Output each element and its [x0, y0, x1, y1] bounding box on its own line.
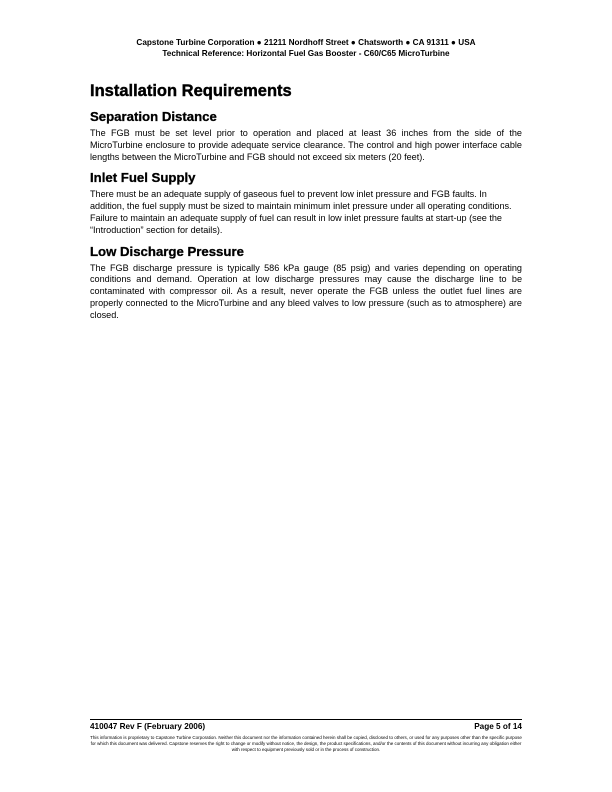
footer-row	[90, 722, 522, 732]
document-revision: 410047 Rev F (February 2006)	[90, 722, 206, 731]
page-title: Installation Requirements	[90, 82, 292, 100]
proprietary-disclaimer: This information is proprietary to Capstone Turbine Corporation. Neither this document nor the information contained herein shall be copied, disclosed to others, or used for any purposes other than the specific purpose for which this document was delivered. Capstone reserves the right to change or modify without notice, the design, the product specifications, and/or the contents of this document without incurring any obligation either with respect to equipment previously sold or in the process of construction.	[90, 735, 522, 752]
page-header	[0, 37, 612, 59]
header-company-line: Capstone Turbine Corporation ● 21211 Nordhoff Street ● Chatsworth ● CA 91311 ● USA	[136, 38, 476, 47]
section-heading-separation-distance: Separation Distance	[90, 109, 217, 124]
main-content	[90, 80, 522, 327]
section-body-separation-distance: The FGB must be set level prior to operation and placed at least 36 inches from the side of the MicroTurbine enclosure to provide adequate service clearance. The control and high power interface cable lengths between the MicroTurbine and FGB should not exceed six meters (20 feet).	[90, 128, 522, 162]
page-footer	[90, 719, 522, 753]
section-heading-low-discharge-pressure: Low Discharge Pressure	[90, 243, 244, 259]
section-body-inlet-fuel-supply: There must be an adequate supply of gaseous fuel to prevent low inlet pressure and FGB faults. In addition, the fuel supply must be sized to maintain minimum inlet pressure under all operating conditions. Failure to maintain an adequate supply of fuel can result in low inlet pressure faults at start-up (see the “Introduction” section for details).	[90, 189, 512, 235]
page-number: Page 5 of 14	[474, 722, 522, 731]
header-document-title: Technical Reference: Horizontal Fuel Gas Booster - C60/C65 MicroTurbine	[162, 49, 450, 58]
section-body-low-discharge-pressure: The FGB discharge pressure is typically 586 kPa gauge (85 psig) and varies depending on operating conditions and demand. Operation at low discharge pressures may cause the discharge line to be contaminated with compressor oil. As a result, never operate the FGB unless the outlet fuel lines are properly connected to the MicroTurbine and any bleed valves to low pressure (such as to atmosphere) are closed.	[90, 262, 522, 320]
section-heading-inlet-fuel-supply: Inlet Fuel Supply	[90, 170, 196, 186]
